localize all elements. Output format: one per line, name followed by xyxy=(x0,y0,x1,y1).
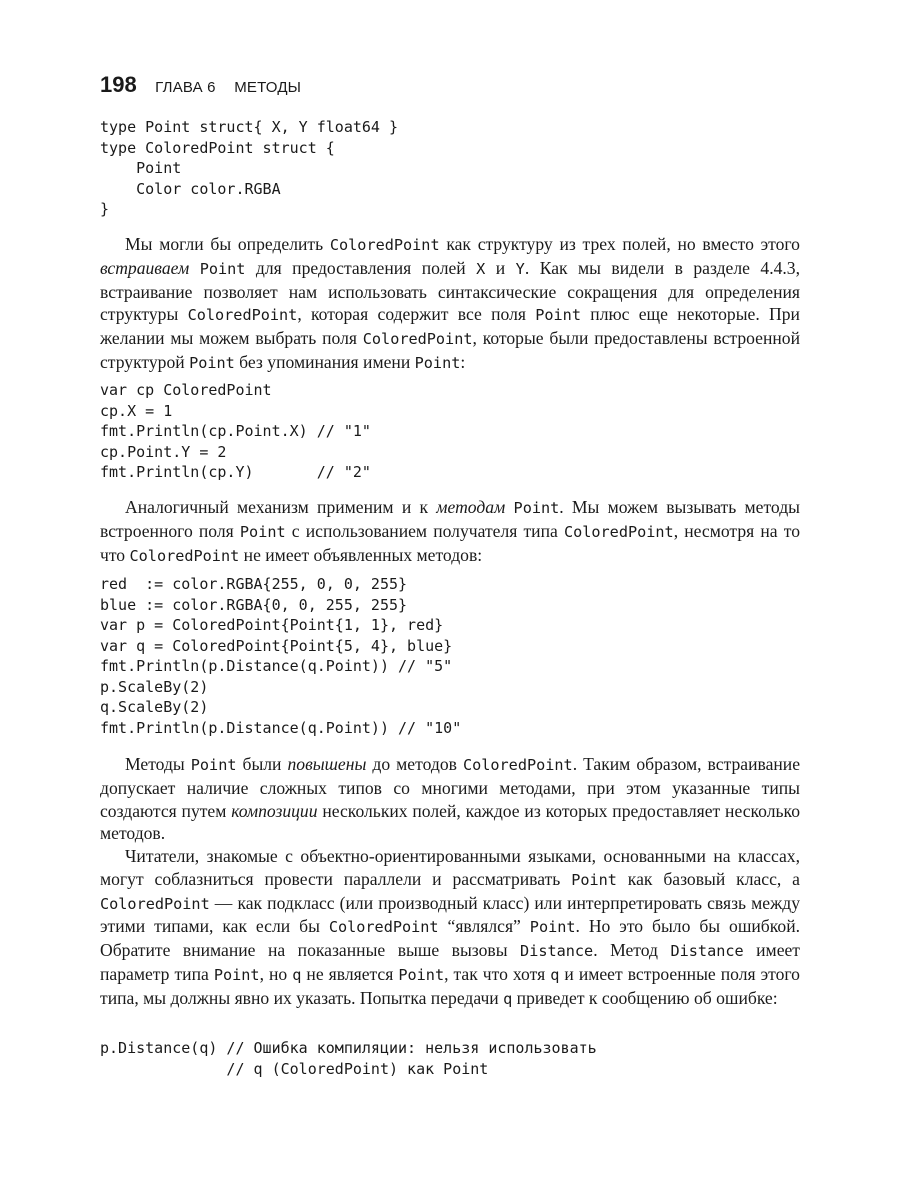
text-run: , которая содержит все поля xyxy=(297,304,536,325)
chapter-label: ГЛАВА 6 xyxy=(155,79,216,96)
inline-code: ColoredPoint xyxy=(329,236,440,254)
text-run: “являлся” xyxy=(438,916,530,937)
text-run: как структуру из трех полей, но вместо этого xyxy=(439,234,800,254)
text-run: до методов xyxy=(366,754,463,774)
page-number: 198 xyxy=(100,72,137,97)
code-block-methods: red := color.RGBA{255, 0, 0, 255} blue := color.RGBA{0, 0, 255, 255} var p = ColoredPoint{Point{1, 1}, red} var q = ColoredPoint{Point{5, 4}, blue} fmt.Println(p.Distance(q.Point)) // "5" p.ScaleBy(2) q.ScaleBy(2) fmt.Println(p.Distance(q.Point)) // "10" xyxy=(100,575,462,737)
text-run: Аналогичный механизм применим и к xyxy=(125,497,437,517)
code-block-fields: var cp ColoredPoint cp.X = 1 fmt.Println(cp.Point.X) // "1" cp.Point.Y = 2 fmt.Println(cp.Y) // "2" xyxy=(100,381,371,481)
text-run: , несмотря на то что xyxy=(100,520,800,565)
text-run: : xyxy=(460,351,466,372)
text-run: с использованием получателя типа xyxy=(285,520,564,541)
emphasis: композиции xyxy=(231,800,318,821)
text-run: и имеет встроенные поля этого типа, мы должны явно их указать. Попытка передачи xyxy=(100,963,800,1008)
emphasis: повышены xyxy=(287,754,367,774)
chapter-title: МЕТОДЫ xyxy=(234,79,302,96)
inline-code: Point xyxy=(529,918,576,937)
paragraph-methods xyxy=(100,496,800,567)
paragraph-inheritance xyxy=(100,845,800,1011)
text-run: и xyxy=(485,257,516,278)
inline-code: Point xyxy=(199,259,246,278)
emphasis: встраиваем xyxy=(100,257,190,278)
inline-code: q xyxy=(550,965,560,984)
inline-code: X xyxy=(476,259,486,278)
inline-code: q xyxy=(503,989,513,1008)
inline-code: Point xyxy=(513,499,560,517)
inline-code: ColoredPoint xyxy=(462,756,573,774)
text-run: приведет к сообщению об ошибке: xyxy=(512,987,778,1008)
inline-code: ColoredPoint xyxy=(563,522,674,541)
inline-code: ColoredPoint xyxy=(100,894,210,913)
inline-code: Point xyxy=(414,353,461,372)
text-run: не является xyxy=(301,963,399,984)
text-run: . Таким образом, встраивание допускает наличие сложных типов со многими методами, при этом указанные типы создаются путем xyxy=(100,754,801,821)
paragraph-embedding xyxy=(100,233,800,375)
text-run: — как подкласс (или производный класс) или интерпретировать связь между этими типами, как если бы xyxy=(100,892,800,937)
inline-code: Point xyxy=(189,353,235,372)
text-run: Читатели, знакомые с объектно-ориентированными языками, основанными на классах, могут соблазниться провести параллели и рассматривать xyxy=(100,846,800,889)
text-run: . Но это было бы ошибкой. Обратите внимание на показанные выше вызовы xyxy=(100,916,801,961)
inline-code: Distance xyxy=(520,942,594,961)
text-run: имеет параметр типа xyxy=(100,940,800,984)
text-run: без упоминания имени xyxy=(234,351,415,372)
text-run: . Как мы видели в разделе 4.4.3, встраивание позволяет нам использовать синтаксические сокращения для определения структуры xyxy=(100,257,800,325)
inline-code: Point xyxy=(535,306,581,325)
code-block-struct: type Point struct{ X, Y float64 } type ColoredPoint struct { Point Color color.RGBA } xyxy=(100,118,399,218)
inline-code: ColoredPoint xyxy=(328,918,439,937)
text-run: Мы могли бы определить xyxy=(125,234,330,254)
text-run: плюс еще некоторые. При желании мы можем выбрать поля xyxy=(100,304,800,349)
paragraph-promoted xyxy=(100,753,800,845)
inline-code: Distance xyxy=(670,942,744,961)
text-run: как базовый класс, а xyxy=(616,868,800,889)
text-run: для предоставления полей xyxy=(245,257,477,278)
inline-code: Point xyxy=(190,756,237,774)
inline-code: ColoredPoint xyxy=(129,546,240,565)
inline-code: q xyxy=(292,965,302,984)
inline-code: Point xyxy=(213,965,260,984)
inline-code: ColoredPoint xyxy=(187,306,298,325)
text-run: не имеет объявленных методов: xyxy=(239,544,483,565)
text-run: были xyxy=(236,754,288,774)
text-run: . Мы можем вызывать методы встроенного поля xyxy=(100,497,800,541)
text-run: нескольких полей, каждое из которых предоставляет несколько методов. xyxy=(100,800,800,844)
running-header xyxy=(100,72,315,98)
inline-code: Point xyxy=(398,965,445,984)
text-run xyxy=(505,497,513,517)
emphasis: методам xyxy=(436,497,506,517)
text-run: Методы xyxy=(125,754,191,774)
inline-code: Y xyxy=(515,259,525,278)
text-run xyxy=(189,258,199,278)
inline-code: ColoredPoint xyxy=(362,330,473,349)
text-run: , так что хотя xyxy=(444,963,551,984)
text-run: , которые были предоставлены встроенной структурой xyxy=(100,328,800,372)
inline-code: Point xyxy=(239,522,286,541)
text-run: , но xyxy=(259,963,293,984)
inline-code: Point xyxy=(571,870,617,889)
code-block-error: p.Distance(q) // Ошибка компиляции: нельзя использовать // q (ColoredPoint) как Point xyxy=(100,1039,597,1078)
text-run: . Метод xyxy=(593,940,671,961)
